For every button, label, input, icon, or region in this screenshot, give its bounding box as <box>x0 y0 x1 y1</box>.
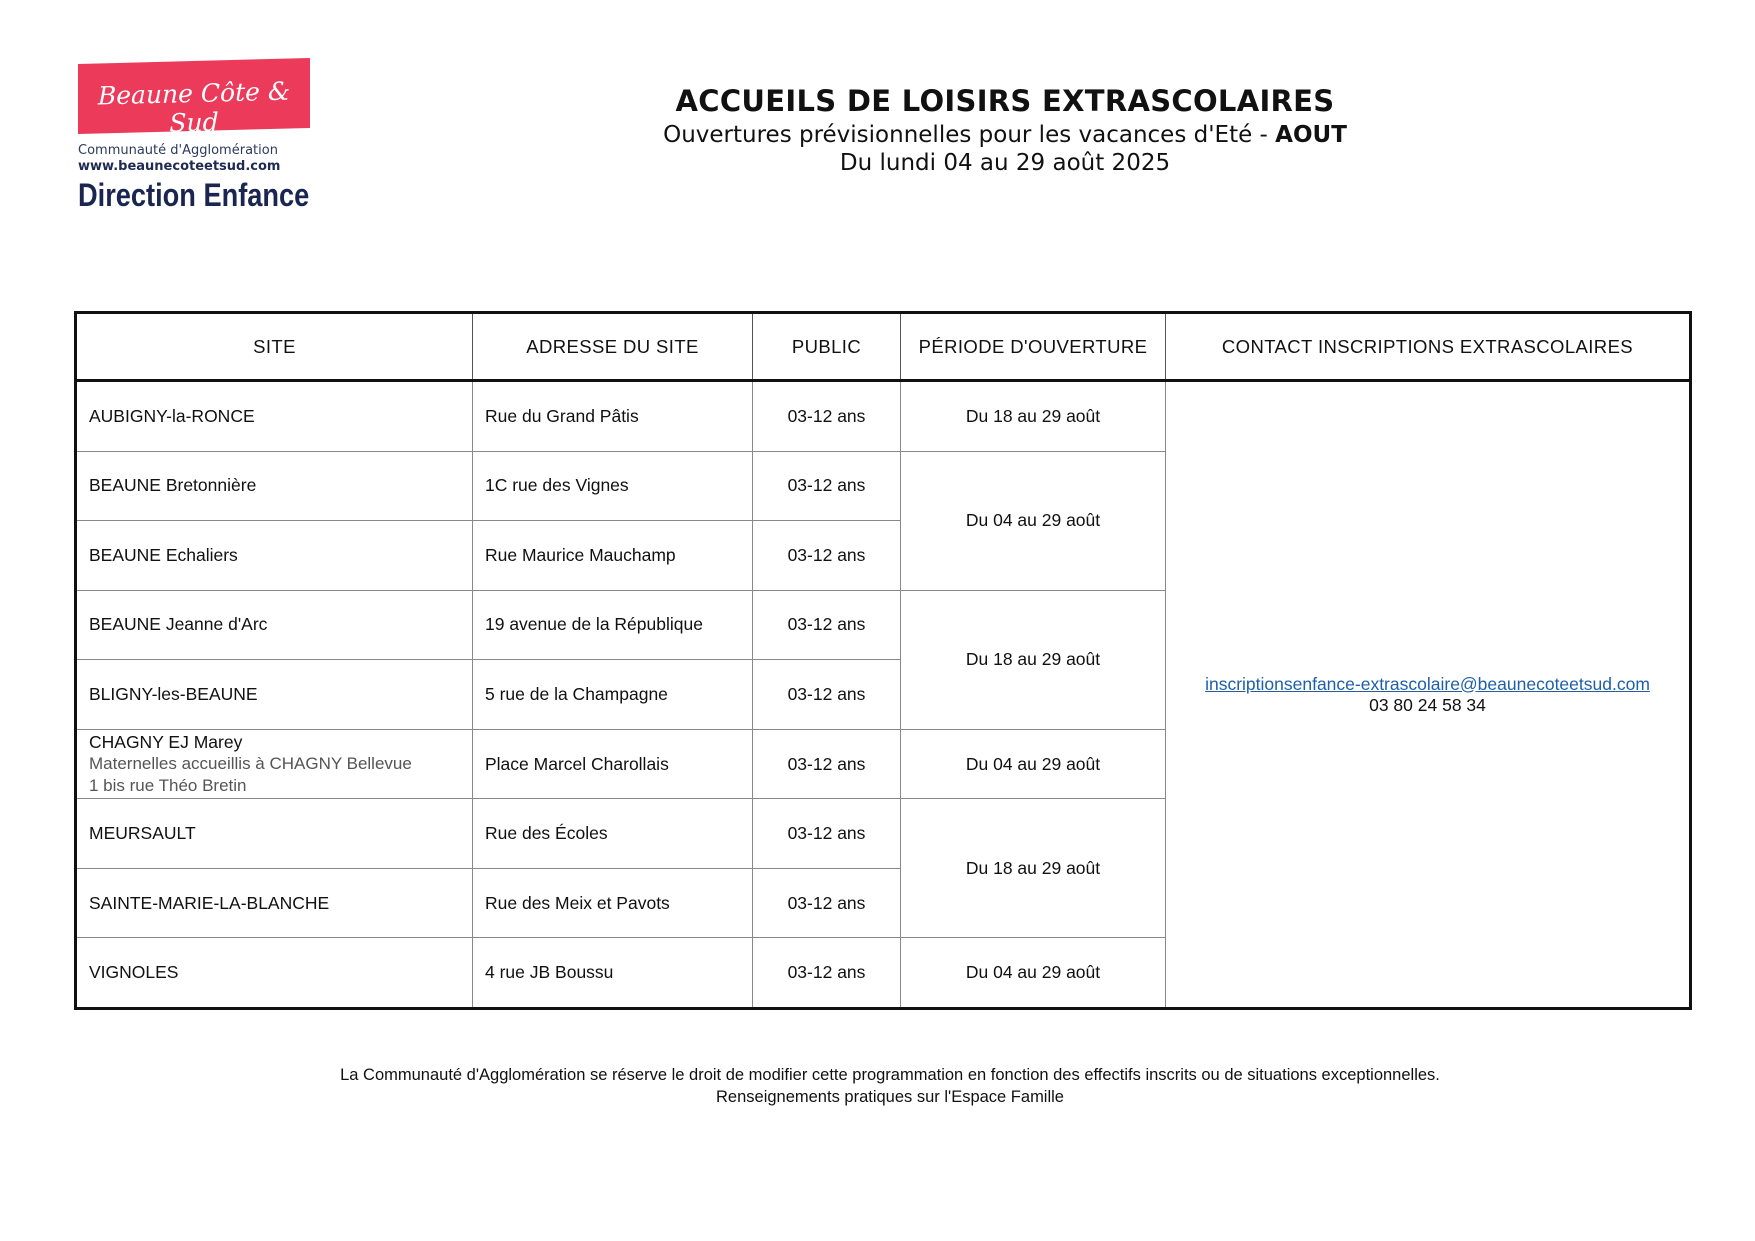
address-cell: 1C rue des Vignes <box>473 451 753 521</box>
contact-cell <box>1166 381 1691 1009</box>
logo-url: www.beaunecoteetsud.com <box>78 159 281 174</box>
logo-department: Direction Enfance <box>78 177 310 213</box>
public-cell: 03-12 ans <box>753 381 901 452</box>
table-row <box>76 381 1691 452</box>
footer-info: Renseignements pratiques sur l'Espace Famille <box>716 1088 1064 1106</box>
site-cell: BEAUNE Jeanne d'Arc <box>76 590 473 660</box>
schedule-table <box>74 311 1692 1010</box>
public-cell: 03-12 ans <box>753 799 901 869</box>
site-cell: BEAUNE Bretonnière <box>76 451 473 521</box>
public-cell: 03-12 ans <box>753 451 901 521</box>
period-cell: Du 18 au 29 août <box>901 381 1166 452</box>
public-cell: 03-12 ans <box>753 868 901 938</box>
period-cell: Du 04 au 29 août <box>901 451 1166 590</box>
page-title: ACCUEILS DE LOISIRS EXTRASCOLAIRES <box>675 84 1335 118</box>
logo-org: Communauté d'Agglomération <box>78 143 278 158</box>
site-cell: VIGNOLES <box>76 938 473 1009</box>
public-cell: 03-12 ans <box>753 729 901 799</box>
site-cell: BLIGNY-les-BEAUNE <box>76 660 473 730</box>
col-header-public: PUBLIC <box>753 313 901 381</box>
address-cell: Rue des Meix et Pavots <box>473 868 753 938</box>
address-cell: Rue des Écoles <box>473 799 753 869</box>
address-cell: Rue du Grand Pâtis <box>473 381 753 452</box>
subtitle-text: Ouvertures prévisionnelles pour les vacances d'Eté - <box>663 122 1276 148</box>
site-cell: AUBIGNY-la-RONCE <box>76 381 473 452</box>
logo-badge <box>78 58 310 138</box>
site-cell: MEURSAULT <box>76 799 473 869</box>
site-note-address: 1 bis rue Théo Bretin <box>89 776 247 795</box>
table-header-row <box>76 313 1691 381</box>
address-cell: Place Marcel Charollais <box>473 729 753 799</box>
public-cell: 03-12 ans <box>753 521 901 591</box>
subtitle-month: AOUT <box>1275 122 1347 148</box>
footer-note <box>200 1064 1580 1108</box>
footer-disclaimer: La Communauté d'Agglomération se réserve le droit de modifier cette programmation en fonction des effectifs inscrits ou de situations exceptionnelles. <box>340 1066 1440 1084</box>
page-subtitle <box>580 122 1430 148</box>
site-cell <box>76 729 473 799</box>
public-cell: 03-12 ans <box>753 938 901 1009</box>
col-header-site: SITE <box>76 313 473 381</box>
address-cell: Rue Maurice Mauchamp <box>473 521 753 591</box>
site-cell: SAINTE-MARIE-LA-BLANCHE <box>76 868 473 938</box>
col-header-period: PÉRIODE D'OUVERTURE <box>901 313 1166 381</box>
period-cell: Du 04 au 29 août <box>901 729 1166 799</box>
col-header-contact: CONTACT INSCRIPTIONS EXTRASCOLAIRES <box>1166 313 1691 381</box>
period-cell: Du 18 au 29 août <box>901 590 1166 729</box>
site-name: CHAGNY EJ Marey <box>89 732 243 752</box>
site-note: Maternelles accueillis à CHAGNY Bellevue <box>89 754 412 773</box>
contact-email-link[interactable]: inscriptionsenfance-extrascolaire@beaunecoteetsud.com <box>1205 673 1650 694</box>
logo-brand: Beaune Côte & Sud <box>97 76 291 138</box>
public-cell: 03-12 ans <box>753 590 901 660</box>
contact-phone: 03 80 24 58 34 <box>1369 694 1486 715</box>
public-cell: 03-12 ans <box>753 660 901 730</box>
page-dates: Du lundi 04 au 29 août 2025 <box>839 150 1171 176</box>
period-cell: Du 04 au 29 août <box>901 938 1166 1009</box>
address-cell: 19 avenue de la République <box>473 590 753 660</box>
page-header <box>580 84 1430 176</box>
site-cell: BEAUNE Echaliers <box>76 521 473 591</box>
address-cell: 4 rue JB Boussu <box>473 938 753 1009</box>
period-cell: Du 18 au 29 août <box>901 799 1166 938</box>
address-cell: 5 rue de la Champagne <box>473 660 753 730</box>
col-header-address: ADRESSE DU SITE <box>473 313 753 381</box>
